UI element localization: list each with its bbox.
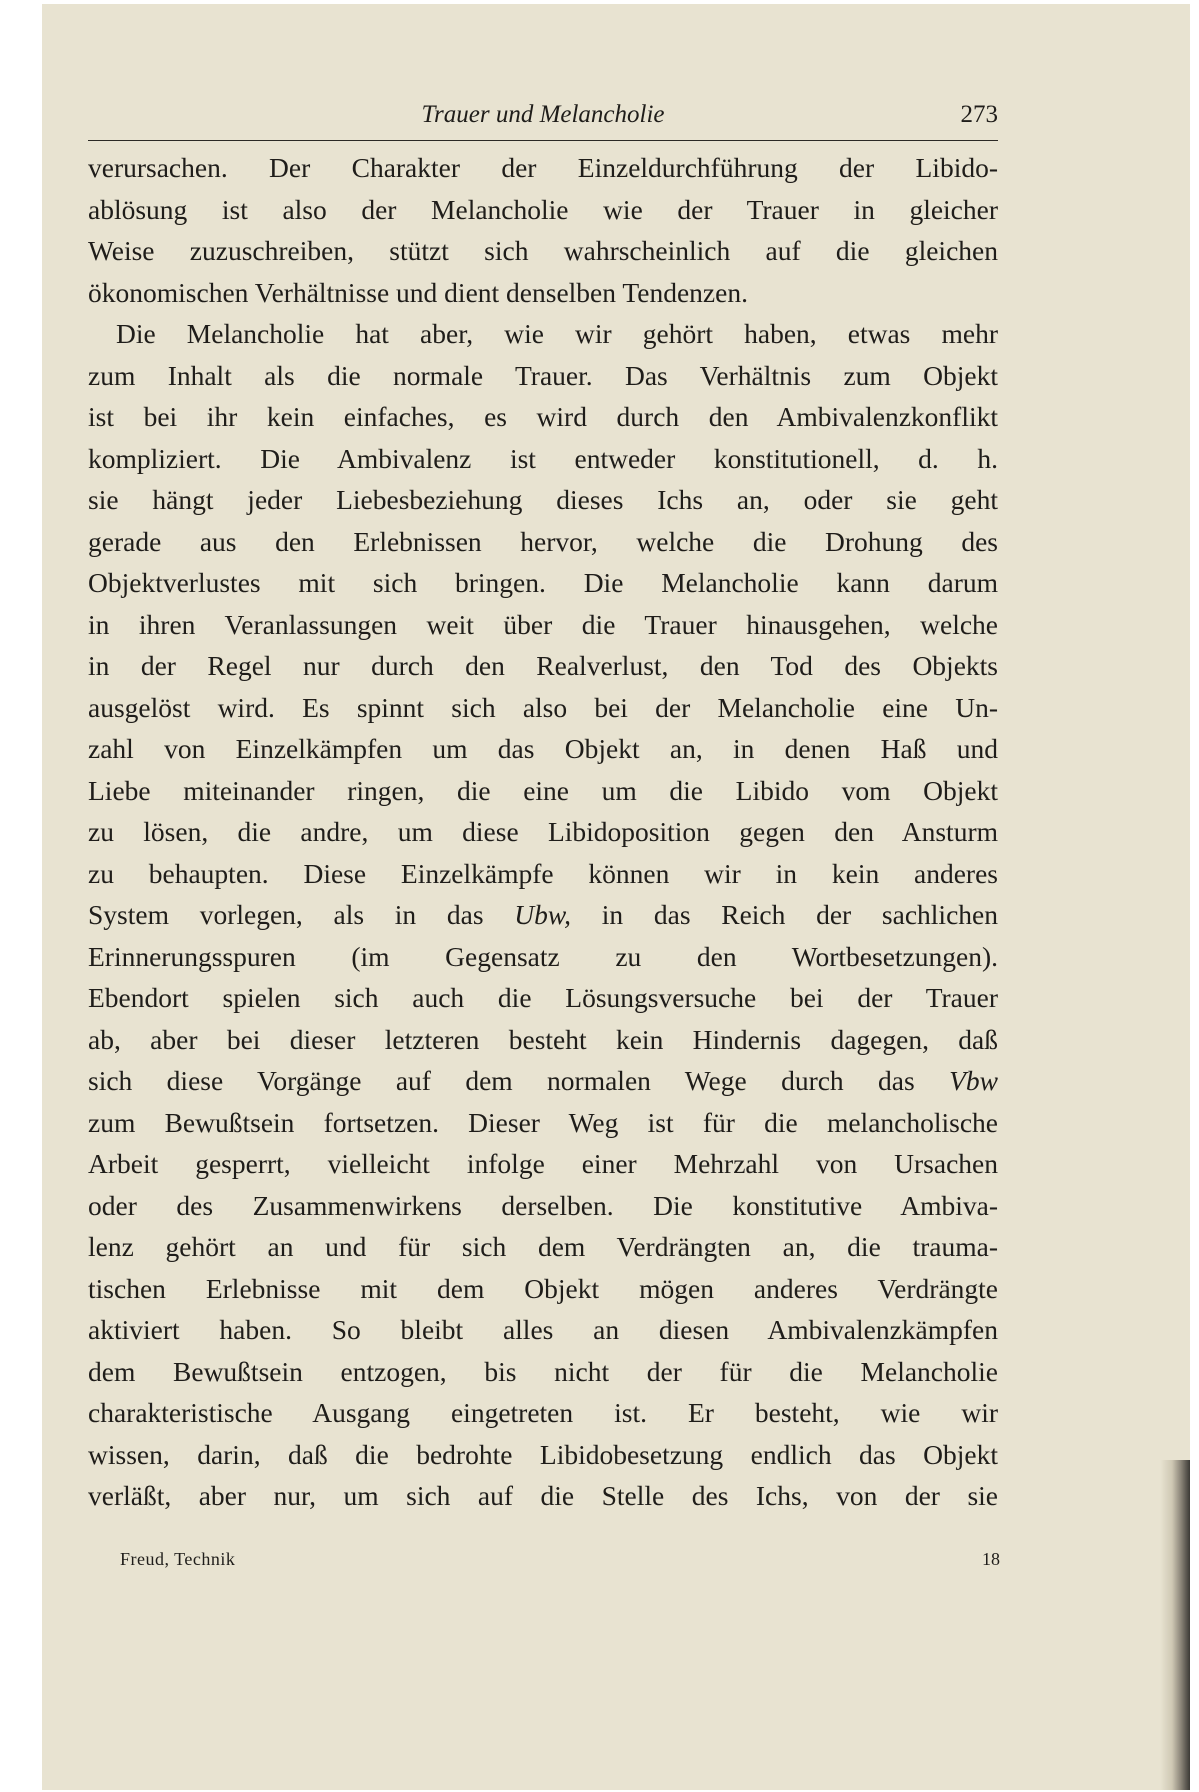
text-line: in ihren Veranlassungen weit über die Trauer hinausgehen, welche (88, 608, 998, 640)
text-line: Arbeit gesperrt, vielleicht infolge einer Mehrzahl von Ursachen (88, 1148, 998, 1179)
body-text (88, 147, 998, 1517)
text-line: Weise zuzuschreiben, stützt sich wahrscheinlich auf die gleichen (88, 235, 998, 266)
text-segment: System vorlegen, als in das (88, 899, 515, 930)
page-edge-shadow (1160, 1460, 1190, 1790)
page-number: 273 (960, 101, 998, 128)
text-line: zu behaupten. Diese Einzelkämpfe können wir in kein anderes (88, 857, 998, 889)
text-line: Objektverlustes mit sich bringen. Die Melancholie kann darum (88, 567, 998, 598)
running-head: Trauer und Melancholie (421, 101, 665, 128)
text-line: oder des Zusammenwirkens derselben. Die konstitutive Ambiva- (88, 1189, 998, 1221)
text-line: ist bei ihr kein einfaches, es wird durch den Ambivalenzkonflikt (88, 401, 998, 432)
text-line: zahl von Einzelkämpfen um das Objekt an, in denen Haß und (88, 733, 998, 764)
text-line: gerade aus den Erlebnissen hervor, welche die Drohung des (88, 525, 998, 557)
text-line-23 (88, 1060, 998, 1102)
text-line: ablösung ist also der Melancholie wie der Trauer in gleicher (88, 193, 998, 225)
text-segment: sich diese Vorgänge auf dem normalen Wege durch das (88, 1065, 950, 1096)
text-line: Liebe miteinander ringen, die eine um die Libido vom Objekt (88, 774, 998, 806)
text-line: ab, aber bei dieser letzteren besteht kein Hindernis dagegen, daß (88, 1023, 998, 1055)
text-line: sie hängt jeder Liebesbeziehung dieses Ichs an, oder sie geht (88, 484, 998, 515)
text-line: ökonomischen Verhältnisse und dient denselben Tendenzen. (88, 276, 748, 308)
text-line: lenz gehört an und für sich dem Verdrängten an, die trauma- (88, 1231, 998, 1262)
page-footer (120, 1549, 1000, 1575)
text-line: tischen Erlebnisse mit dem Objekt mögen anderes Verdrängte (88, 1272, 998, 1304)
text-line: aktiviert haben. So bleibt alles an diesen Ambivalenzkämpfen (88, 1314, 998, 1345)
text-line-19 (88, 894, 998, 936)
text-line: kompliziert. Die Ambivalenz ist entweder konstitutionell, d. h. (88, 442, 998, 474)
italic-term: Ubw, (514, 899, 572, 930)
text-line: verläßt, aber nur, um sich auf die Stelle des Ichs, von der sie (88, 1480, 998, 1511)
header-rule (88, 140, 998, 141)
text-line: zum Inhalt als die normale Trauer. Das Verhältnis zum Objekt (88, 359, 998, 391)
text-line: verursachen. Der Charakter der Einzeldurchführung der Libido- (88, 152, 998, 183)
text-line: zum Bewußtsein fortsetzen. Dieser Weg ist für die melancholische (88, 1106, 998, 1138)
text-line: in der Regel nur durch den Realverlust, den Tod des Objekts (88, 650, 998, 681)
text-line: ausgelöst wird. Es spinnt sich also bei der Melancholie eine Un- (88, 691, 998, 723)
text-line: wissen, darin, daß die bedrohte Libidobesetzung endlich das Objekt (88, 1438, 998, 1470)
text-segment: in das Reich der sachlichen (571, 899, 998, 930)
printer-signature: Freud, Technik (120, 1549, 236, 1569)
text-line: Die Melancholie hat aber, wie wir gehört haben, etwas mehr (116, 318, 998, 349)
italic-term: Vbw (949, 1065, 998, 1096)
text-line: Ebendort spielen sich auch die Lösungsversuche bei der Trauer (88, 982, 998, 1013)
page-header (88, 100, 998, 138)
text-line: charakteristische Ausgang eingetreten ist. Er besteht, wie wir (88, 1397, 998, 1428)
text-line: zu lösen, die andre, um diese Libidoposition gegen den Ansturm (88, 816, 998, 847)
text-line: dem Bewußtsein entzogen, bis nicht der für die Melancholie (88, 1355, 998, 1387)
signature-mark: 18 (982, 1549, 1000, 1569)
text-line: Erinnerungsspuren (im Gegensatz zu den Wortbesetzungen). (88, 940, 998, 972)
